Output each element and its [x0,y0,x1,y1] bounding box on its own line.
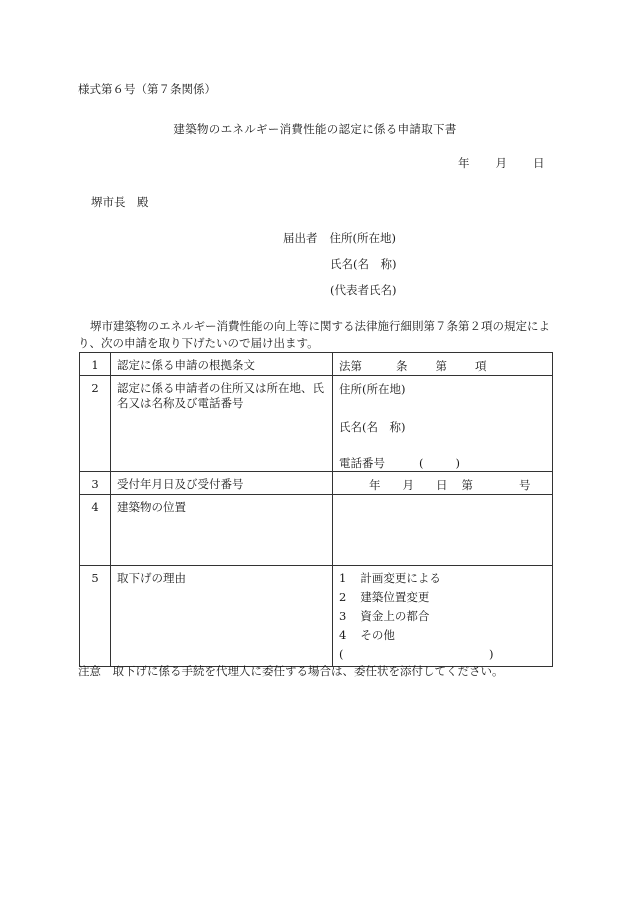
date-line [458,155,545,171]
row-number: 5 [80,566,111,667]
law-article-field[interactable]: 法第 条 第 項 [333,353,553,376]
note-text: 注意 取下げに係る手続を代理人に委任する場合は、委任状を添付してください。 [78,664,504,678]
applicant-phone-label: 電話番号 [339,456,385,470]
table-row [80,566,553,667]
notifier-name: 氏名(名 称) [330,257,397,271]
reason-option[interactable]: 2 建築位置変更 [339,590,430,604]
table-row [80,353,553,376]
notifier-representative: (代表者氏名) [330,283,397,297]
receipt-date-number-field[interactable]: 年 月 日 第 号 [333,472,553,495]
month-label: 月 [495,156,507,170]
reason-option[interactable]: 4 その他 [339,628,395,642]
row-number: 2 [80,376,111,472]
reason-option[interactable]: 3 資金上の都合 [339,609,430,623]
row-label: 受付年月日及び受付番号 [111,472,333,495]
row-label: 認定に係る申請の根拠条文 [111,353,333,376]
row-number: 4 [80,495,111,566]
other-reason-input[interactable]: ( ) [339,647,494,661]
building-location-field[interactable] [333,495,553,566]
table-row [80,495,553,566]
form-table [79,352,553,667]
table-row [80,472,553,495]
day-label: 日 [533,156,545,170]
notifier-block [283,231,396,309]
reason-option[interactable]: 1 計画変更による [339,571,441,585]
row-number: 3 [80,472,111,495]
withdrawal-reason-field[interactable] [333,566,553,667]
form-number: 様式第６号（第７条関係） [78,82,216,96]
applicant-info-field[interactable]: 住所(所在地) 氏名(名 称) 電話番号 ( ) [333,376,553,472]
applicant-address-label: 住所(所在地) [339,382,406,396]
applicant-name-label: 氏名(名 称) [339,420,406,434]
row-label: 認定に係る申請者の住所又は所在地、氏名又は名称及び電話番号 [111,376,333,472]
addressee: 堺市長 殿 [91,195,149,209]
notifier-address: 住所(所在地) [329,231,396,245]
year-label: 年 [458,156,470,170]
row-label: 建築物の位置 [111,495,333,566]
row-label: 取下げの理由 [111,566,333,667]
table-row [80,376,553,472]
body-text: 堺市建築物のエネルギー消費性能の向上等に関する法律施行細則第７条第２項の規定により、次の申請を取り下げたいので届け出ます。 [78,319,550,350]
notifier-label: 届出者 [283,231,318,245]
document-title: 建築物のエネルギー消費性能の認定に係る申請取下書 [173,122,457,136]
row-number: 1 [80,353,111,376]
